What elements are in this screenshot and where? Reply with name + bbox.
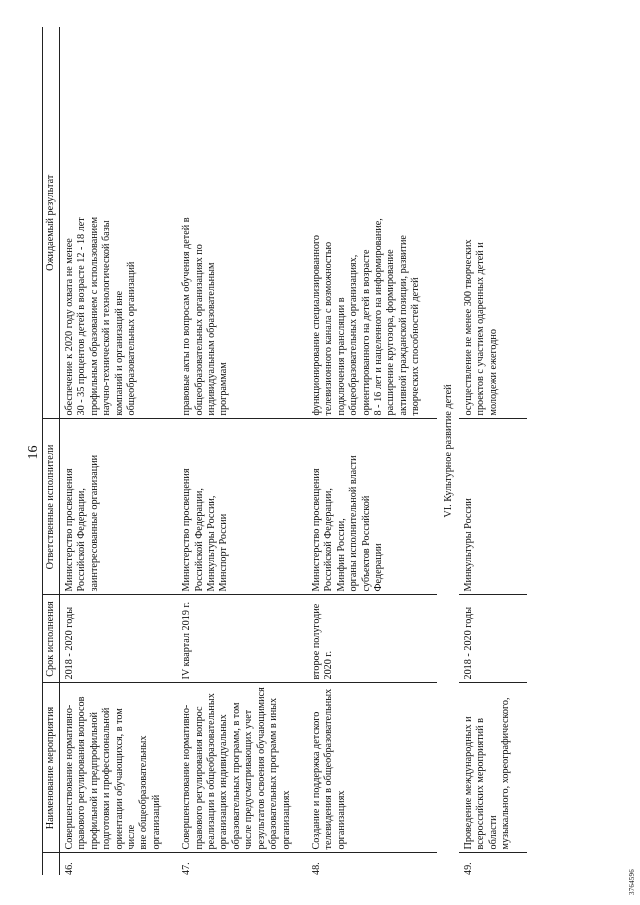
- action-plan-table: [42, 27, 527, 875]
- row-number: 49.: [462, 862, 474, 875]
- row-number: 48.: [310, 862, 322, 875]
- row-number: 47.: [181, 862, 193, 875]
- document-code: 3764596: [628, 869, 636, 895]
- row-name: Совершенствование нормативно- правового регулирования вопросов профильной и предпрофильной подготовки и профессиональной ориентации обучающихся, в том числе вне общеобразовательных организаций: [60, 683, 178, 853]
- section-heading-row: [437, 27, 459, 875]
- table-row: [459, 27, 527, 875]
- header-result: Ожидаемый результат: [43, 27, 60, 419]
- row-name: Создание и поддержка детского телевидения в общеобразовательных организациях: [307, 683, 437, 853]
- row-name: Совершенствование нормативно- правового регулирования вопрос реализации в общеобразовательных организациях индивидуальных образовательных программ, в том числе предусматривающих учет результатов освоения обучающимися образовательных программ в иных организациях: [177, 683, 307, 853]
- row-executors: Минкультуры России: [459, 419, 527, 595]
- row-result: правовые акты по вопросам обучения детей в общеобразовательных организациях по индивидуальным образовательным программам: [177, 27, 307, 419]
- row-term: 2018 - 2020 годы: [60, 595, 178, 683]
- section-title: VI. Культурное развитие детей: [442, 384, 454, 518]
- row-executors: Министерство просвещения Российской Федерации, заинтересованные организации: [60, 419, 178, 595]
- header-executors: Ответственные исполнители: [43, 419, 60, 595]
- header-name: Наименование мероприятия: [43, 683, 60, 853]
- header-number: [43, 853, 60, 875]
- row-term: 2018 - 2020 годы: [459, 595, 527, 683]
- row-term: второе полугодие 2020 г.: [307, 595, 437, 683]
- table-row: [60, 27, 178, 875]
- header-term: Срок исполнения: [43, 595, 60, 683]
- row-term: IV квартал 2019 г.: [177, 595, 307, 683]
- row-executors: Министерство просвещения Российской Федерации, Минфин России, органы исполнительной власти субъектов Российской Федерации: [307, 419, 437, 595]
- row-number: 46.: [64, 862, 75, 875]
- table-row: [177, 27, 307, 875]
- row-executors: Министерство просвещения Российской Федерации, Минкультуры России, Минспорт России: [177, 419, 307, 595]
- page-number: 16: [26, 445, 41, 460]
- row-result: обеспечение к 2020 году охвата не менее 30 - 35 процентов детей в возрасте 12 - 18 лет профильным образованием с использованием научно-технической и технологической базы компаний и организаций вне общеобразовательных организаций: [60, 27, 178, 419]
- row-result: функционирование специализированного телевизионного канала с возможностью подключения трансляции в общеобразовательных организациях, ориентированного на детей в возрасте 8 - 16 лет и нацеленного на информирование, расширение кругозора, формирование активной гражданской позиции, развитие творческих способностей детей: [307, 27, 437, 419]
- table-header-row: [43, 27, 60, 875]
- row-name: Проведение международных и всероссийских мероприятий в области музыкального, хореографического,: [459, 683, 527, 853]
- row-result: осуществление не менее 300 творческих проектов с участием одаренных детей и молодежи ежегодно: [459, 27, 527, 419]
- table-row: [307, 27, 437, 875]
